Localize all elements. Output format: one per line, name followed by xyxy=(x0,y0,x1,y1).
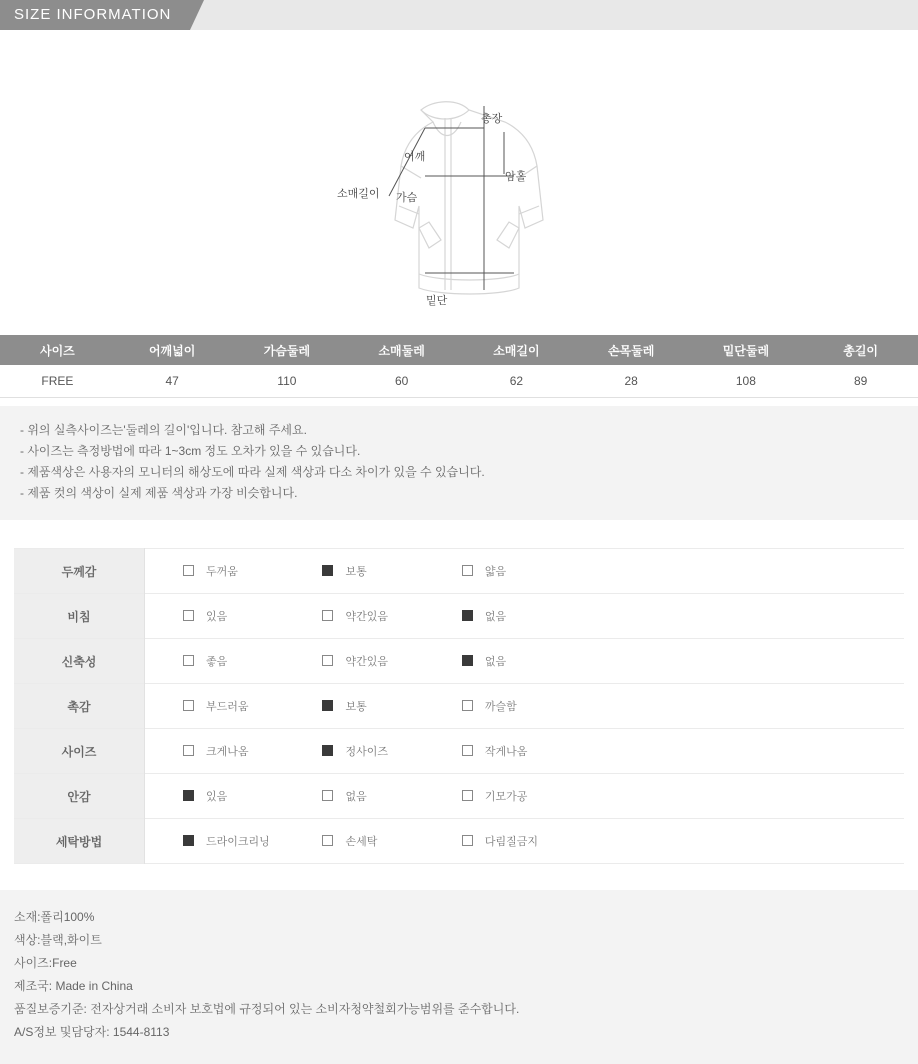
size-table-cell: 28 xyxy=(574,365,689,398)
checkbox-icon[interactable] xyxy=(462,790,473,801)
attribute-options xyxy=(145,774,905,819)
info-line-size: 사이즈:Free xyxy=(14,956,77,970)
label-sleeve-length: 소매길이 xyxy=(337,188,380,200)
size-table-cell: 60 xyxy=(344,365,459,398)
checkbox-icon[interactable] xyxy=(183,700,194,711)
checkbox-icon[interactable] xyxy=(183,790,194,801)
option-label: 보통 xyxy=(345,565,367,578)
option-label: 없음 xyxy=(484,610,507,623)
size-table-header-cell: 총길이 xyxy=(803,335,918,365)
checkbox-icon[interactable] xyxy=(183,745,194,756)
product-info-section xyxy=(0,890,918,1064)
size-table-cell: FREE xyxy=(0,365,115,398)
attribute-label: 비침 xyxy=(14,594,145,639)
size-table-header-cell: 소매둘레 xyxy=(344,335,459,365)
attribute-option[interactable] xyxy=(183,653,318,669)
attribute-option[interactable] xyxy=(462,833,597,849)
option-label: 얇음 xyxy=(484,565,507,578)
option-label: 크게나옴 xyxy=(206,745,249,758)
attribute-row-washing xyxy=(14,819,904,864)
attribute-label: 안감 xyxy=(14,774,145,819)
attribute-option[interactable] xyxy=(183,563,318,579)
size-table-header-cell: 손목둘레 xyxy=(574,335,689,365)
option-label: 없음 xyxy=(484,655,507,668)
attribute-option[interactable] xyxy=(183,743,318,759)
checkbox-icon[interactable] xyxy=(322,790,333,801)
info-line-origin: 제조국: Made in China xyxy=(14,979,133,993)
attribute-label: 사이즈 xyxy=(14,729,145,774)
attribute-option[interactable] xyxy=(183,833,318,849)
section-header-band xyxy=(0,0,918,30)
attribute-row-elasticity xyxy=(14,639,904,684)
attribute-row-transparency xyxy=(14,594,904,639)
attribute-row-lining xyxy=(14,774,904,819)
attribute-label: 촉감 xyxy=(14,684,145,729)
size-table-header-cell: 어깨넓이 xyxy=(115,335,230,365)
attribute-option[interactable] xyxy=(183,788,318,804)
attribute-option[interactable] xyxy=(322,608,457,624)
checkbox-icon[interactable] xyxy=(183,610,194,621)
attribute-row-texture xyxy=(14,684,904,729)
checkbox-icon[interactable] xyxy=(183,565,194,576)
attribute-option[interactable] xyxy=(183,698,318,714)
option-label: 기모가공 xyxy=(484,790,528,803)
label-shoulder: 어깨 xyxy=(404,151,426,163)
note-line: - 사이즈는 측정방법에 따라 1~3cm 정도 오차가 있을 수 있습니다. xyxy=(20,444,361,458)
option-label: 손세탁 xyxy=(345,835,378,848)
checkbox-icon[interactable] xyxy=(462,610,473,621)
label-armhole: 암홀 xyxy=(505,171,527,183)
attribute-options xyxy=(145,684,905,729)
size-measurements-table xyxy=(0,335,918,398)
checkbox-icon[interactable] xyxy=(322,565,333,576)
size-table-header-cell: 사이즈 xyxy=(0,335,115,365)
option-label: 있음 xyxy=(206,790,228,803)
attribute-label: 두께감 xyxy=(14,549,145,594)
fabric-attributes-section xyxy=(0,548,918,864)
attribute-label: 세탁방법 xyxy=(14,819,145,864)
attribute-label: 신축성 xyxy=(14,639,145,684)
option-label: 작게나옴 xyxy=(484,745,528,758)
table-row xyxy=(0,365,918,398)
checkbox-icon[interactable] xyxy=(322,745,333,756)
attribute-options xyxy=(145,819,905,864)
option-label: 두꺼움 xyxy=(206,565,238,578)
attribute-option[interactable] xyxy=(322,653,457,669)
size-table-cell: 62 xyxy=(459,365,574,398)
checkbox-icon[interactable] xyxy=(322,700,333,711)
option-label: 까슬함 xyxy=(484,700,517,713)
option-label: 없음 xyxy=(345,790,367,803)
label-hem: 밑단 xyxy=(426,295,448,307)
attribute-option[interactable] xyxy=(462,653,597,669)
attribute-options xyxy=(145,729,905,774)
attribute-option[interactable] xyxy=(462,608,597,624)
attribute-option[interactable] xyxy=(462,698,597,714)
size-table-header-cell: 가슴둘레 xyxy=(230,335,345,365)
option-label: 다림질금지 xyxy=(484,835,539,848)
size-table-header-cell: 소매길이 xyxy=(459,335,574,365)
garment-diagram xyxy=(0,30,918,335)
info-line-material: 소재:폴리100% xyxy=(14,910,95,924)
size-table-cell: 110 xyxy=(230,365,345,398)
note-line: - 위의 실측사이즈는'둘레의 길이'입니다. 참고해 주세요. xyxy=(20,423,307,437)
attribute-options xyxy=(145,549,905,594)
fabric-attributes-table xyxy=(14,548,904,864)
info-line-as-contact: A/S정보 및담당자: 1544-8113 xyxy=(14,1025,170,1039)
option-label: 있음 xyxy=(206,610,228,623)
checkbox-icon[interactable] xyxy=(462,565,473,576)
info-line-color: 색상:블랙,화이트 xyxy=(14,933,102,947)
attribute-option[interactable] xyxy=(322,743,457,759)
label-chest: 가슴 xyxy=(396,192,418,204)
size-table-header-cell: 밑단둘레 xyxy=(689,335,804,365)
option-label: 부드러움 xyxy=(206,700,249,713)
checkbox-icon[interactable] xyxy=(462,745,473,756)
attribute-option[interactable] xyxy=(183,608,318,624)
option-label: 드라이크리닝 xyxy=(206,835,270,848)
size-table-cell: 47 xyxy=(115,365,230,398)
option-label: 좋음 xyxy=(206,655,228,668)
size-table-cell: 89 xyxy=(803,365,918,398)
checkbox-icon[interactable] xyxy=(462,835,473,846)
option-label: 정사이즈 xyxy=(345,745,388,758)
checkbox-icon[interactable] xyxy=(322,835,333,846)
attribute-option[interactable] xyxy=(322,698,457,714)
attribute-option[interactable] xyxy=(322,563,457,579)
size-notes xyxy=(0,406,918,520)
page-title: SIZE INFORMATION xyxy=(14,6,172,23)
attribute-option[interactable] xyxy=(462,743,597,759)
checkbox-icon[interactable] xyxy=(322,610,333,621)
attribute-option[interactable] xyxy=(322,788,457,804)
option-label: 약간있음 xyxy=(345,610,388,623)
attribute-option[interactable] xyxy=(322,833,457,849)
checkbox-icon[interactable] xyxy=(183,835,194,846)
attribute-options xyxy=(145,594,905,639)
note-line: - 제품 컷의 색상이 실제 제품 색상과 가장 비슷합니다. xyxy=(20,486,298,500)
size-table-header-row xyxy=(0,335,918,365)
note-line: - 제품색상은 사용자의 모니터의 해상도에 따라 실제 색상과 다소 차이가 있을 수 있습니다. xyxy=(20,465,485,479)
checkbox-icon[interactable] xyxy=(322,655,333,666)
attribute-row-size xyxy=(14,729,904,774)
attribute-option[interactable] xyxy=(462,563,597,579)
attribute-row-thickness xyxy=(14,549,904,594)
checkbox-icon[interactable] xyxy=(183,655,194,666)
size-table-cell: 108 xyxy=(689,365,804,398)
attribute-option[interactable] xyxy=(462,788,597,804)
info-line-quality-warranty: 품질보증기준: 전자상거래 소비자 보호법에 규정되어 있는 소비자청약철회가능범위를 준수합니다. xyxy=(14,1002,520,1016)
option-label: 보통 xyxy=(345,700,367,713)
option-label: 약간있음 xyxy=(345,655,388,668)
checkbox-icon[interactable] xyxy=(462,655,473,666)
checkbox-icon[interactable] xyxy=(462,700,473,711)
label-total-length: 총장 xyxy=(481,113,503,125)
attribute-options xyxy=(145,639,905,684)
